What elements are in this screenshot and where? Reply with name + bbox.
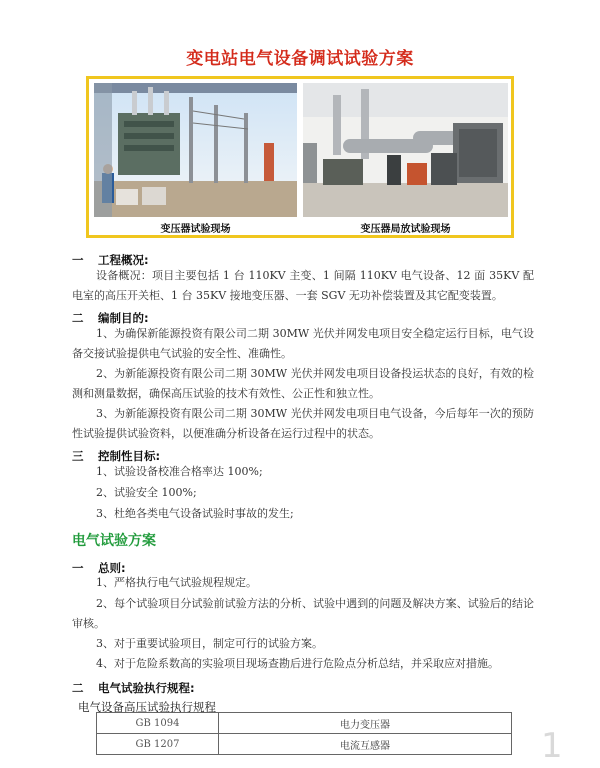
standards-table [96,712,512,755]
transformer-test-photo [94,83,297,217]
standard-name: 电流互感器 [219,734,512,755]
heading-number: 一 [72,253,84,267]
spec-table-label: 电气设备高压试验执行规程 [78,700,216,714]
paragraph-target-2: 2、试验安全 100%; [96,486,197,499]
table-row [97,734,512,755]
heading-text: 工程概况: [98,253,149,267]
page-number: 1 [541,726,563,766]
standard-code: GB 1207 [97,734,219,755]
paragraph-target-3: 3、杜绝各类电气设备试验时事故的发生; [96,507,294,520]
paragraph-rule-1: 1、严格执行电气试验规程规定。 [96,576,257,589]
standard-name: 电力变压器 [219,713,512,734]
paragraph-purpose-1: 1、为确保新能源投资有限公司二期 30MW 光伏并网发电项目安全稳定运行目标，电气设备交接试验提供电气试验的安全性、准确性。 [72,327,534,360]
paragraph-target-1: 1、试验设备校准合格率达 100%; [96,465,263,478]
photo-caption-right: 变压器局放试验现场 [360,224,451,235]
table-row [97,713,512,734]
paragraph-purpose-2: 2、为新能源投资有限公司二期 30MW 光伏并网发电项目设备投运状态的良好，有效的检测和测量数据，确保高压试验的技术有效性、公正性和独立性。 [72,367,534,400]
heading-number: 三 [72,449,84,463]
page-title: 变电站电气设备调试试验方案 [186,49,414,69]
section-title-test-plan: 电气试验方案 [72,533,156,549]
photo-caption-left: 变压器试验现场 [160,224,231,235]
standard-code: GB 1094 [97,713,219,734]
heading-text: 电气试验执行规程: [98,681,195,695]
paragraph-rule-4: 4、对于危险系数高的实验项目现场查勘后进行危险点分析总结，并采取应对措施。 [96,657,499,670]
partial-discharge-test-photo [303,83,508,217]
heading-number: 一 [72,561,84,575]
heading-number: 二 [72,681,84,695]
heading-text: 控制性目标: [98,449,161,463]
paragraph-overview: 设备概况：项目主要包括 1 台 110KV 主变、1 间隔 110KV 电气设备、12 面 35KV 配电室的高压开关柜、1 台 35KV 接地变压器、一套 SGV 无功补偿装置及其它配变装置。 [72,269,534,302]
paragraph-rule-2: 2、每个试验项目分试验前试验方法的分析、试验中遇到的问题及解决方案、试验后的结论审核。 [72,597,534,630]
heading-text: 编制目的: [98,311,149,325]
heading-test-regulations [72,680,195,696]
heading-text: 总则: [98,561,126,575]
photo-frame [86,76,514,238]
paragraph-rule-3: 3、对于重要试验项目，制定可行的试验方案。 [96,637,323,650]
paragraph-purpose-3: 3、为新能源投资有限公司二期 30MW 光伏并网发电项目电气设备，今后每年一次的预防性试验提供试验资料，以便准确分析设备在运行过程中的状态。 [72,407,534,440]
heading-number: 二 [72,311,84,325]
